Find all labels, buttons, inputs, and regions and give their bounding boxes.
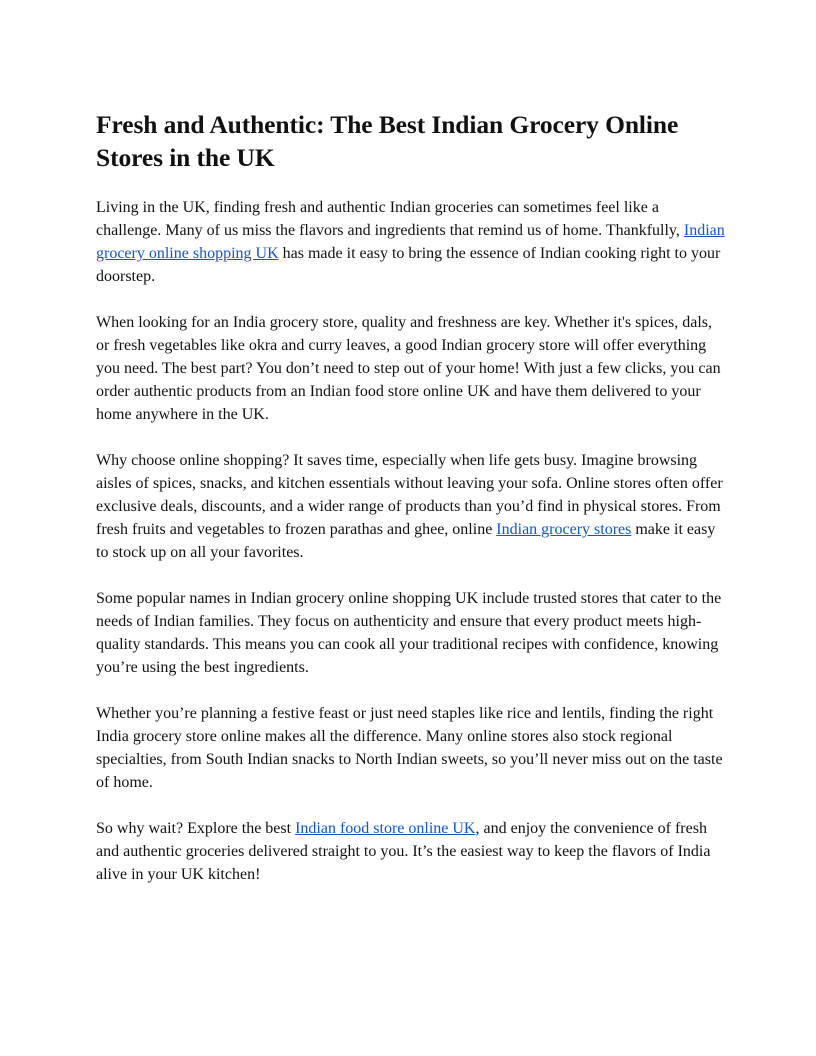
link-indian-grocery-online-shopping-uk[interactable]: Indian grocery online shopping UK bbox=[96, 222, 725, 262]
paragraph-text: Living in the UK, finding fresh and authentic Indian groceries can sometimes feel like a challenge. Many of us miss the flavors and ingredients that remind us of home. Thankfully, bbox=[96, 199, 684, 239]
paragraph-festive: Whether you’re planning a festive feast or just need staples like rice and lentils, finding the right India grocery store online makes all the difference. Many online stores also stock regional specialties, from South Indian snacks to North Indian sweets, so you’ll never miss out on the taste of home. bbox=[96, 705, 723, 791]
document-page bbox=[96, 108, 726, 909]
paragraph-text: Why choose online shopping? It saves time, especially when life gets busy. Imagine browsing aisles of spices, snacks, and kitchen essentials without leaving your sofa. Online stores often offer exclusive deals, discounts, and a wider range of products than you’d find in physical stores. From fresh fruits and vegetables to frozen parathas and ghee, online bbox=[96, 452, 723, 538]
link-indian-grocery-stores[interactable]: Indian grocery stores bbox=[496, 521, 632, 538]
paragraph-conclusion bbox=[96, 817, 726, 886]
paragraph-intro bbox=[96, 196, 726, 288]
paragraph-text: has made it easy to bring the essence of Indian cooking right to your doorstep. bbox=[96, 245, 721, 285]
paragraph-quality: When looking for an India grocery store, quality and freshness are key. Whether it's spices, dals, or fresh vegetables like okra and curry leaves, a good Indian grocery store will offer everything you need. The best part? You don’t need to step out of your home! With just a few clicks, you can order authentic products from an Indian food store online UK and have them delivered to your home anywhere in the UK. bbox=[96, 314, 721, 423]
paragraph-why-online bbox=[96, 449, 726, 564]
paragraph-text: make it easy to stock up on all your favorites. bbox=[96, 521, 716, 561]
paragraph-text: So why wait? Explore the best bbox=[96, 820, 296, 837]
paragraph-text: , and enjoy the convenience of fresh and authentic groceries delivered straight to you. It’s the easiest way to keep the flavors of India alive in your UK kitchen! bbox=[96, 820, 711, 883]
paragraph-popular-names: Some popular names in Indian grocery online shopping UK include trusted stores that cater to the needs of Indian families. They focus on authenticity and ensure that every product meets high-quality standards. This means you can cook all your traditional recipes with confidence, knowing you’re using the best ingredients. bbox=[96, 590, 722, 676]
page-title: Fresh and Authentic: The Best Indian Grocery Online Stores in the UK bbox=[96, 110, 679, 172]
link-indian-food-store-online-uk[interactable]: Indian food store online UK bbox=[295, 820, 476, 837]
